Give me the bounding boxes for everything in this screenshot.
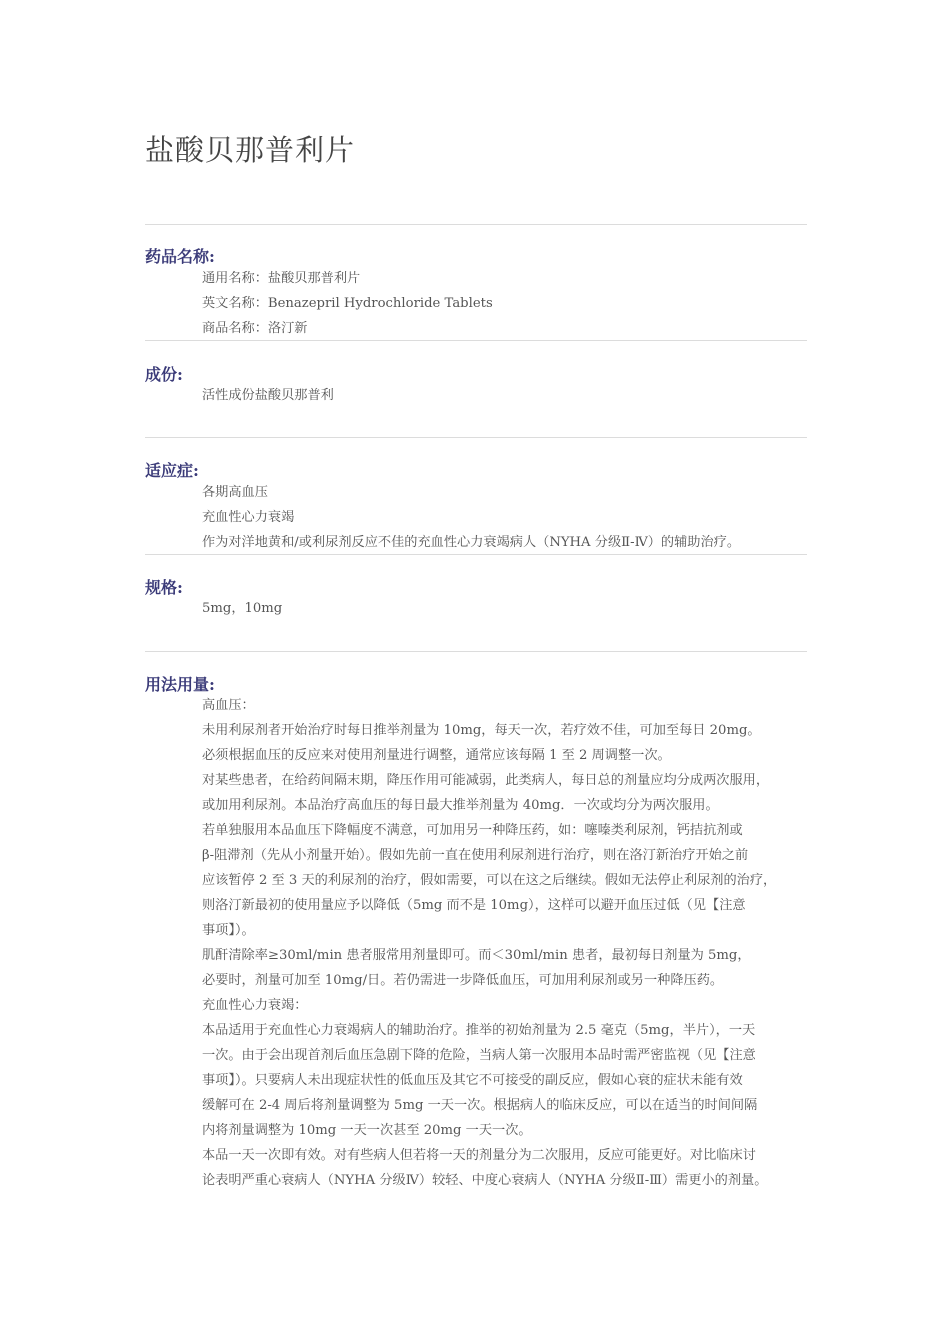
section-divider (145, 651, 807, 652)
section-heading-dosage: 用法用量: (145, 675, 215, 694)
text-line: 事项】）。 (202, 923, 255, 938)
section-heading-ingredients: 成份: (145, 365, 183, 384)
text-line: 论表明严重心衰病人（NYHA 分级Ⅳ）较轻、中度心衰病人（NYHA 分级Ⅱ-Ⅲ）需更小的剂量。 (202, 1173, 768, 1188)
text-line: 本品一天一次即有效。对有些病人但若将一天的剂量分为二次服用，反应可能更好。对比临床讨 (202, 1148, 756, 1163)
text-line: 本品适用于充血性心力衰竭病人的辅助治疗。推举的初始剂量为 2.5 毫克（5mg，半片），一天 (202, 1023, 756, 1038)
section-divider (145, 340, 807, 341)
text-line: 高血压： (202, 698, 255, 713)
text-line: 充血性心力衰竭 (202, 510, 295, 525)
text-line: 通用名称：盐酸贝那普利片 (202, 271, 361, 286)
text-line: 必要时，剂量可加至 10mg/日。若仍需进一步降低血压，可加用利尿剂或另一种降压药。 (202, 973, 724, 988)
text-line: 5mg，10mg (202, 601, 283, 616)
section-heading-drug-name: 药品名称: (145, 247, 215, 266)
text-line: 则洛汀新最初的使用量应予以降低（5mg 而不是 10mg），这样可以避开血压过低（见【注意 (202, 898, 746, 913)
text-line: 未用利尿剂者开始治疗时每日推举剂量为 10mg，每天一次，若疗效不佳，可加至每日 20mg。 (202, 723, 761, 738)
text-line: 必须根据血压的反应来对使用剂量进行调整，通常应该每隔 1 至 2 周调整一次。 (202, 748, 671, 763)
text-line: 事项】）。只要病人未出现症状性的低血压及其它不可接受的副反应，假如心衰的症状未能有效 (202, 1073, 743, 1088)
text-line: 作为对洋地黄和/或利尿剂反应不佳的充血性心力衰竭病人（NYHA 分级Ⅱ-Ⅳ）的辅助治疗。 (202, 535, 741, 550)
text-line: 充血性心力衰竭： (202, 998, 308, 1013)
text-line: β-阻滞剂（先从小剂量开始）。假如先前一直在使用利尿剂进行治疗，则在洛汀新治疗开始之前 (202, 848, 749, 863)
section-body-dosage (202, 693, 822, 1193)
text-line: 肌酐清除率≥30ml/min 患者服常用剂量即可。而＜30ml/min 患者，最初每日剂量为 5mg， (202, 948, 751, 963)
text-line: 商品名称：洛汀新 (202, 321, 308, 336)
text-line: 或加用利尿剂。本品治疗高血压的每日最大推举剂量为 40mg．一次或均分为两次服用。 (202, 798, 719, 813)
section-divider (145, 554, 807, 555)
text-line: 一次。由于会出现首剂后血压急剧下降的危险，当病人第一次服用本品时需严密监视（见【注意 (202, 1048, 756, 1063)
section-heading-specification: 规格: (145, 578, 183, 597)
text-line: 内将剂量调整为 10mg 一天一次甚至 20mg 一天一次。 (202, 1123, 532, 1138)
section-heading-indications: 适应症: (145, 461, 199, 480)
page-title: 盐酸贝那普利片 (145, 133, 356, 167)
text-line: 活性成份盐酸贝那普利 (202, 388, 334, 403)
text-line: 英文名称：Benazepril Hydrochloride Tablets (202, 296, 493, 311)
section-divider (145, 437, 807, 438)
section-body-ingredients (202, 383, 822, 408)
section-divider (145, 224, 807, 225)
section-body-indications (202, 480, 822, 555)
text-line: 应该暂停 2 至 3 天的利尿剂的治疗，假如需要，可以在这之后继续。假如无法停止利尿剂的治疗， (202, 873, 777, 888)
text-line: 各期高血压 (202, 485, 268, 500)
text-line: 对某些患者，在给药间隔末期，降压作用可能减弱，此类病人，每日总的剂量应均分成两次服用， (202, 773, 770, 788)
section-body-specification (202, 596, 822, 621)
section-body-drug-name (202, 266, 822, 341)
text-line: 缓解可在 2-4 周后将剂量调整为 5mg 一天一次。根据病人的临床反应，可以在适当的时间间隔 (202, 1098, 758, 1113)
text-line: 若单独服用本品血压下降幅度不满意，可加用另一种降压药，如：噻嗪类利尿剂，钙拮抗剂或 (202, 823, 743, 838)
